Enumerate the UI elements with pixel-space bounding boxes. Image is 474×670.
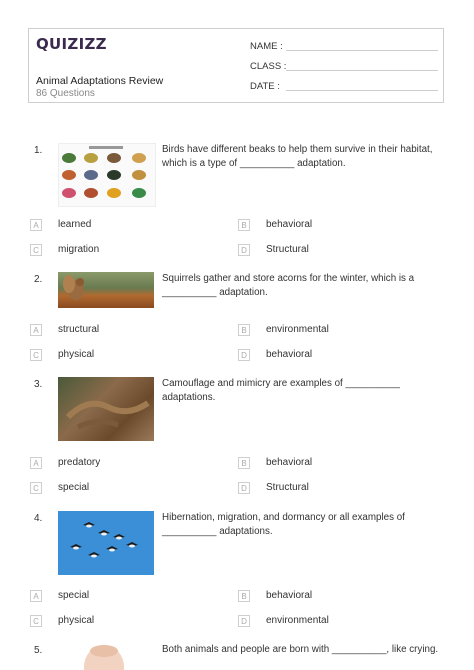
option-letter-box: D	[238, 244, 250, 256]
option-text: learned	[58, 219, 92, 230]
bird-beaks-image	[58, 143, 156, 207]
option-text: special	[58, 590, 90, 601]
question-text: Squirrels gather and store acorns for the winter, which is a __________ adaptation.	[162, 273, 415, 298]
option-text: physical	[58, 349, 95, 360]
option-letter-box: B	[238, 324, 250, 336]
option-text: migration	[58, 244, 100, 255]
quizizz-logo: QUIZIZZ	[36, 35, 107, 53]
squirrel-image	[58, 272, 154, 308]
option-text: Structural	[266, 244, 309, 255]
question-count: 86 Questions	[36, 88, 95, 99]
option-letter-box: D	[238, 349, 250, 361]
baby-image	[82, 643, 126, 670]
date-label: DATE :	[250, 81, 280, 92]
option-letter-box: A	[30, 324, 42, 336]
class-label: CLASS :	[250, 61, 287, 72]
option-text: special	[58, 482, 90, 493]
question-number: 5.	[34, 645, 43, 656]
class-line	[286, 70, 438, 71]
option-text: predatory	[58, 457, 101, 468]
question-number: 4.	[34, 513, 43, 524]
option-letter-box: C	[30, 615, 42, 627]
option-text: behavioral	[266, 457, 313, 468]
question-number: 3.	[34, 379, 43, 390]
option-letter-box: D	[238, 615, 250, 627]
name-field[interactable]	[250, 41, 438, 52]
option-text: behavioral	[266, 349, 313, 360]
option-text: behavioral	[266, 590, 313, 601]
name-label: NAME :	[250, 41, 283, 52]
date-line	[286, 90, 438, 91]
option-text: environmental	[266, 324, 329, 335]
option-letter-box: B	[238, 590, 250, 602]
option-letter-box: C	[30, 349, 42, 361]
option-text: environmental	[266, 615, 329, 626]
option-letter-box: B	[238, 219, 250, 231]
worksheet-header	[28, 28, 444, 103]
worksheet-title: Animal Adaptations Review	[36, 75, 164, 87]
option-letter-box: B	[238, 457, 250, 469]
question-text: Both animals and people are born with __________, like crying.	[162, 644, 439, 655]
question-text: Birds have different beaks to help them survive in their habitat, which is a type of __________ adaptation.	[162, 144, 433, 169]
gecko-image	[58, 377, 154, 441]
question-text: Camouflage and mimicry are examples of __________ adaptations.	[162, 378, 400, 403]
option-letter-box: A	[30, 219, 42, 231]
question-text: Hibernation, migration, and dormancy or all examples of __________ adaptations.	[162, 512, 405, 537]
date-field[interactable]	[250, 81, 438, 92]
name-line	[286, 50, 438, 51]
option-letter-box: C	[30, 244, 42, 256]
option-letter-box: A	[30, 590, 42, 602]
option-text: physical	[58, 615, 95, 626]
option-text: behavioral	[266, 219, 313, 230]
option-letter-box: C	[30, 482, 42, 494]
question-number: 2.	[34, 274, 43, 285]
option-letter-box: A	[30, 457, 42, 469]
class-field[interactable]	[250, 61, 438, 72]
option-text: structural	[58, 324, 100, 335]
question-number: 1.	[34, 145, 43, 156]
option-text: Structural	[266, 482, 309, 493]
geese-image	[58, 511, 154, 575]
option-letter-box: D	[238, 482, 250, 494]
